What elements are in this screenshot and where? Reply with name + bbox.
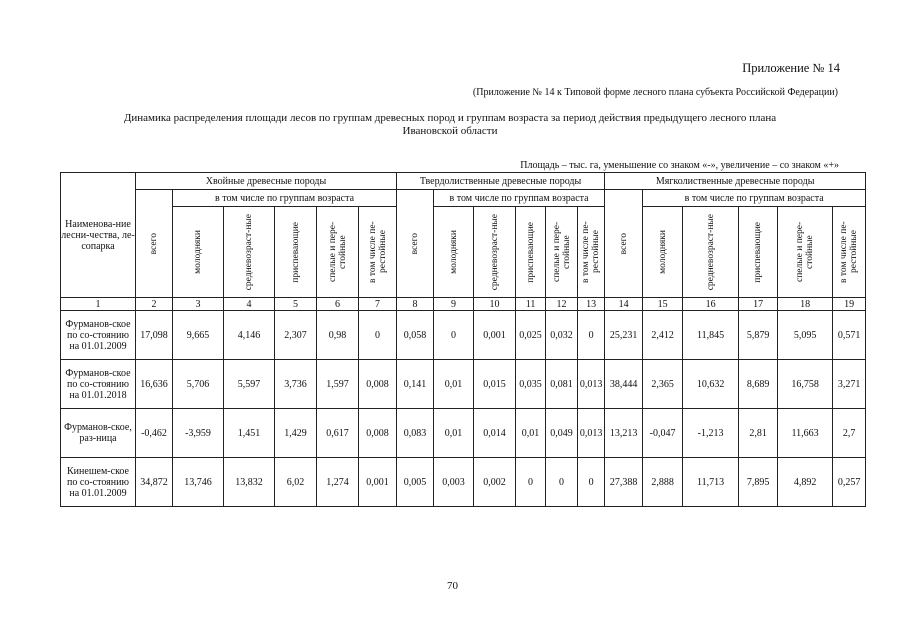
table-cell: 7,895 bbox=[739, 458, 778, 507]
table-cell: 2,307 bbox=[275, 311, 317, 360]
group-header-softwood: Мягколиственные древесные породы bbox=[605, 173, 866, 190]
table-cell: 11,845 bbox=[683, 311, 739, 360]
column-number: 7 bbox=[359, 298, 397, 311]
table-cell: 34,872 bbox=[136, 458, 173, 507]
table-cell: 9,665 bbox=[173, 311, 224, 360]
table-cell: 5,879 bbox=[739, 311, 778, 360]
group-header-hardwood: Твердолиственные древесные породы bbox=[397, 173, 605, 190]
table-row bbox=[61, 409, 866, 458]
table-cell: -3,959 bbox=[173, 409, 224, 458]
header-maturing: приспевающие bbox=[275, 207, 317, 298]
header-maturing: приспевающие bbox=[739, 207, 778, 298]
table-cell: 0,015 bbox=[474, 360, 516, 409]
column-number: 2 bbox=[136, 298, 173, 311]
table-cell: 0,008 bbox=[359, 409, 397, 458]
subgroup-header: в том числе по группам возраста bbox=[643, 190, 866, 207]
table-cell: 5,706 bbox=[173, 360, 224, 409]
table-cell: 0,058 bbox=[397, 311, 434, 360]
header-mature: спелые и пере-стойные bbox=[317, 207, 359, 298]
table-cell: 38,444 bbox=[605, 360, 643, 409]
document-title: Динамика распределения площади лесов по группам древесных пород и группам возраста за период действия предыдущего лесного плана Ивановской области bbox=[123, 112, 777, 137]
header-overmature: в том числе пе-рестойные bbox=[359, 207, 397, 298]
header-total: всего bbox=[605, 190, 643, 298]
column-number: 11 bbox=[516, 298, 546, 311]
table-cell: 0,617 bbox=[317, 409, 359, 458]
table-cell: -1,213 bbox=[683, 409, 739, 458]
table-cell: 0,98 bbox=[317, 311, 359, 360]
table-cell: 0,002 bbox=[474, 458, 516, 507]
header-middle-aged: средневозраст-ные bbox=[224, 207, 275, 298]
table-cell: 11,663 bbox=[778, 409, 833, 458]
column-number: 8 bbox=[397, 298, 434, 311]
table-cell: 0,257 bbox=[833, 458, 866, 507]
table-cell: 11,713 bbox=[683, 458, 739, 507]
header-middle-aged: средневозраст-ные bbox=[474, 207, 516, 298]
table-cell: 0,01 bbox=[434, 409, 474, 458]
table-cell: 6,02 bbox=[275, 458, 317, 507]
row-name: Фурманов-ское, раз-ница bbox=[61, 409, 136, 458]
table-cell: 1,274 bbox=[317, 458, 359, 507]
table-cell: 2,365 bbox=[643, 360, 683, 409]
column-number: 16 bbox=[683, 298, 739, 311]
table-cell: 0,032 bbox=[546, 311, 578, 360]
table-cell: 0,035 bbox=[516, 360, 546, 409]
column-number: 19 bbox=[833, 298, 866, 311]
table-cell: 16,636 bbox=[136, 360, 173, 409]
column-number: 1 bbox=[61, 298, 136, 311]
row-name: Кинешем-ское по со-стоянию на 01.01.2009 bbox=[61, 458, 136, 507]
row-name: Фурманов-ское по со-стоянию на 01.01.2009 bbox=[61, 311, 136, 360]
table-cell: 0,005 bbox=[397, 458, 434, 507]
header-overmature: в том числе пе-рестойные bbox=[578, 207, 605, 298]
table-cell: 0,013 bbox=[578, 409, 605, 458]
table-cell: 3,271 bbox=[833, 360, 866, 409]
units-note: Площадь – тыс. га, уменьшение со знаком «-», увеличение – со знаком «+» bbox=[520, 160, 839, 171]
header-young: молодняки bbox=[173, 207, 224, 298]
table-cell: 0,01 bbox=[516, 409, 546, 458]
header-young: молодняки bbox=[434, 207, 474, 298]
row-name: Фурманов-ское по со-стоянию на 01.01.2018 bbox=[61, 360, 136, 409]
column-number: 4 bbox=[224, 298, 275, 311]
table-cell: 0,141 bbox=[397, 360, 434, 409]
table-cell: 0,013 bbox=[578, 360, 605, 409]
table-cell: 2,81 bbox=[739, 409, 778, 458]
table-cell: 0,01 bbox=[434, 360, 474, 409]
column-number: 14 bbox=[605, 298, 643, 311]
table-cell: 0,049 bbox=[546, 409, 578, 458]
column-number: 13 bbox=[578, 298, 605, 311]
column-number: 12 bbox=[546, 298, 578, 311]
table-cell: 0,025 bbox=[516, 311, 546, 360]
table-cell: 0,008 bbox=[359, 360, 397, 409]
subgroup-header: в том числе по группам возраста bbox=[173, 190, 397, 207]
table-cell: 0,001 bbox=[474, 311, 516, 360]
table-cell: 0,083 bbox=[397, 409, 434, 458]
header-middle-aged: средневозраст-ные bbox=[683, 207, 739, 298]
column-number: 18 bbox=[778, 298, 833, 311]
column-number: 9 bbox=[434, 298, 474, 311]
page-number: 70 bbox=[447, 580, 458, 592]
table-cell: 0 bbox=[546, 458, 578, 507]
table-cell: 0 bbox=[434, 311, 474, 360]
table-cell: 27,388 bbox=[605, 458, 643, 507]
header-mature: спелые и пере-стойные bbox=[778, 207, 833, 298]
table-cell: 25,231 bbox=[605, 311, 643, 360]
header-total: всего bbox=[397, 190, 434, 298]
table-cell: 0,081 bbox=[546, 360, 578, 409]
column-number: 17 bbox=[739, 298, 778, 311]
column-number: 5 bbox=[275, 298, 317, 311]
table-cell: 4,146 bbox=[224, 311, 275, 360]
table-cell: 0,014 bbox=[474, 409, 516, 458]
header-mature: спелые и пере-стойные bbox=[546, 207, 578, 298]
table-cell: 2,888 bbox=[643, 458, 683, 507]
table-cell: 2,412 bbox=[643, 311, 683, 360]
table-cell: 0 bbox=[578, 458, 605, 507]
header-maturing: приспевающие bbox=[516, 207, 546, 298]
table-cell: 5,095 bbox=[778, 311, 833, 360]
table-cell: 0,001 bbox=[359, 458, 397, 507]
table-cell: 2,7 bbox=[833, 409, 866, 458]
table-row bbox=[61, 360, 866, 409]
table-cell: 13,746 bbox=[173, 458, 224, 507]
table-cell: 1,597 bbox=[317, 360, 359, 409]
table-cell: 0,003 bbox=[434, 458, 474, 507]
column-number: 6 bbox=[317, 298, 359, 311]
table-row bbox=[61, 311, 866, 360]
header-young: молодняки bbox=[643, 207, 683, 298]
table-cell: 3,736 bbox=[275, 360, 317, 409]
header-overmature: в том числе пе-рестойные bbox=[833, 207, 866, 298]
table-cell: 4,892 bbox=[778, 458, 833, 507]
column-number: 10 bbox=[474, 298, 516, 311]
table-cell: 10,632 bbox=[683, 360, 739, 409]
table-cell: 17,098 bbox=[136, 311, 173, 360]
column-number-row bbox=[61, 298, 866, 311]
header-total: всего bbox=[136, 190, 173, 298]
table-row bbox=[61, 458, 866, 507]
table-cell: -0,462 bbox=[136, 409, 173, 458]
column-number: 15 bbox=[643, 298, 683, 311]
table-cell: 16,758 bbox=[778, 360, 833, 409]
table-cell: 0,571 bbox=[833, 311, 866, 360]
table-cell: 5,597 bbox=[224, 360, 275, 409]
appendix-label: Приложение № 14 bbox=[742, 61, 840, 75]
column-number: 3 bbox=[173, 298, 224, 311]
table-cell: 13,213 bbox=[605, 409, 643, 458]
group-header-conifer: Хвойные древесные породы bbox=[136, 173, 397, 190]
table-cell: 1,451 bbox=[224, 409, 275, 458]
header-name-column: Наименова-ние лесни-чества, ле-сопарка bbox=[61, 173, 136, 298]
table-cell: -0,047 bbox=[643, 409, 683, 458]
table-cell: 13,832 bbox=[224, 458, 275, 507]
forest-dynamics-table bbox=[60, 172, 866, 507]
appendix-note: (Приложение № 14 к Типовой форме лесного плана субъекта Российской Федерации) bbox=[472, 87, 838, 98]
table-cell: 0 bbox=[516, 458, 546, 507]
subgroup-header: в том числе по группам возраста bbox=[434, 190, 605, 207]
table-cell: 1,429 bbox=[275, 409, 317, 458]
table-cell: 0 bbox=[359, 311, 397, 360]
table-cell: 0 bbox=[578, 311, 605, 360]
table-cell: 8,689 bbox=[739, 360, 778, 409]
